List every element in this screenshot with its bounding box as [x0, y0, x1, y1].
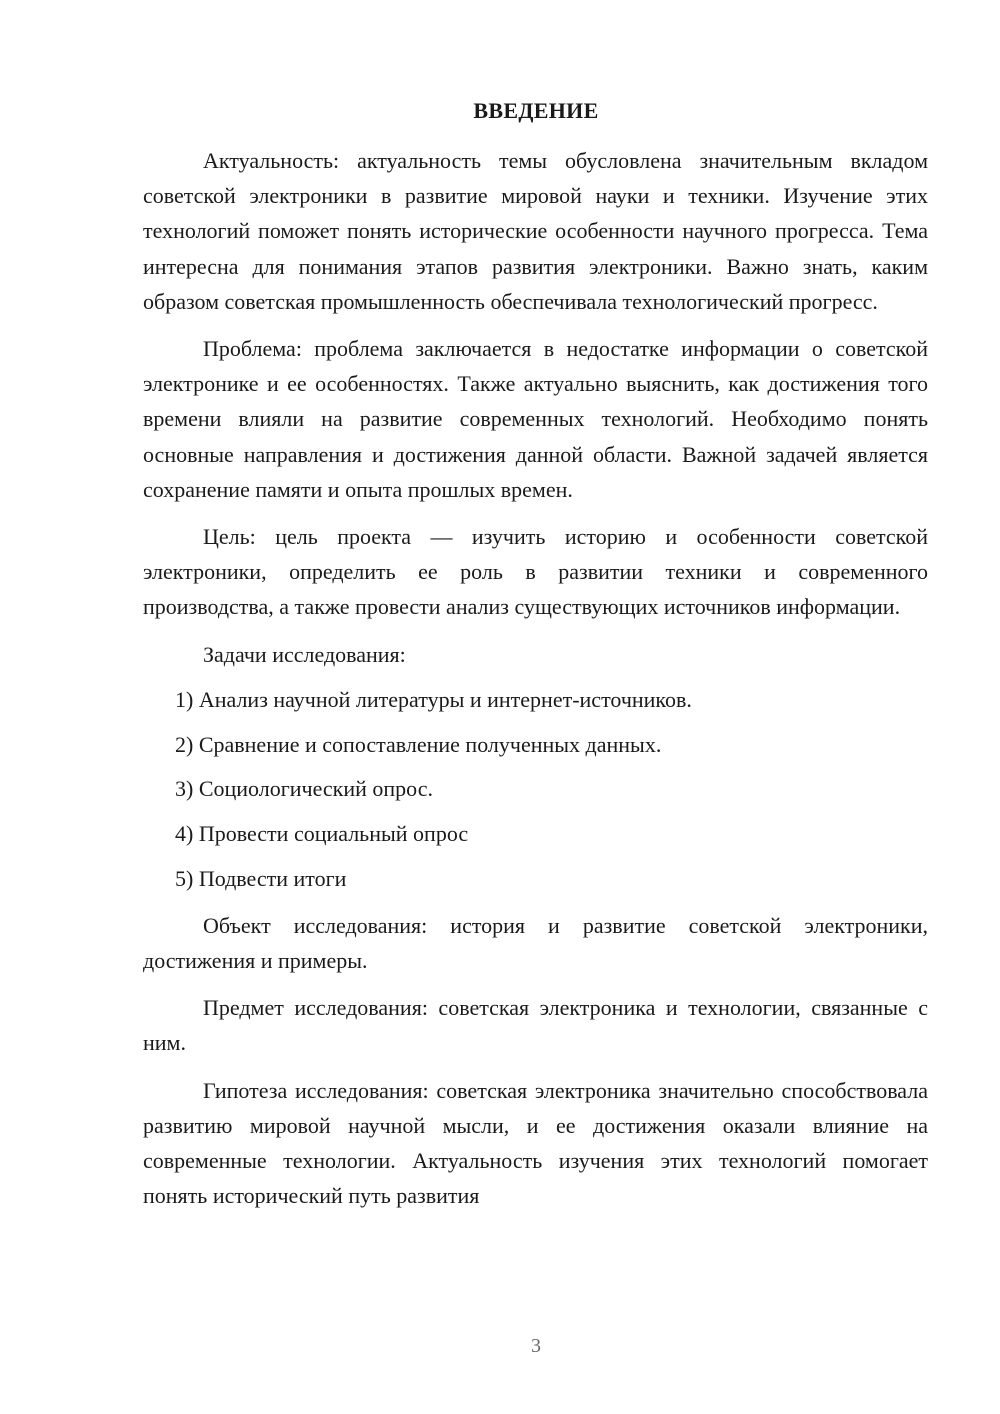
list-item: 4) Провести социальный опрос [175, 820, 469, 846]
document-body [143, 143, 928, 1225]
paragraph-problem: Проблема: проблема заключается в недостатке информации о советской электронике и ее особенностях. Также актуально выяснить, как достижения того времени влияли на развитие современных технологий. Необходимо понять основные направления и достижения данной области. Важной задачей является сохранение памяти и опыта прошлых времен. [143, 336, 928, 502]
page-title: ВВЕДЕНИЕ [473, 98, 599, 123]
paragraph-hypothesis: Гипотеза исследования: советская электроника значительно способствовала развитию мировой научной мысли, и ее достижения оказали влияние на современные технологии. Актуальность изучения этих технологий помогает понять исторический путь развития [143, 1077, 928, 1209]
list-item: 1) Анализ научной литературы и интернет-источников. [175, 686, 692, 712]
list-item: 3) Социологический опрос. [175, 776, 433, 802]
list-item: 5) Подвести итоги [175, 865, 347, 891]
tasks-heading: Задачи исследования: [203, 641, 406, 667]
paragraph-subject: Предмет исследования: советская электроника и технологии, связанные с ним. [143, 995, 928, 1056]
paragraph-goal: Цель: цель проекта — изучить историю и особенности советской электроники, определить ее роль в развитии техники и современного производства, а также провести анализ существующих источников информации. [143, 524, 928, 620]
tasks-list [143, 682, 928, 896]
list-item: 2) Сравнение и сопоставление полученных данных. [175, 731, 662, 757]
paragraph-relevance: Актуальность: актуальность темы обусловлена значительным вкладом советской электроники в развитие мировой науки и техники. Изучение этих технологий поможет понять исторические особенности научного прогресса. Тема интересна для понимания этапов развития электроники. Важно знать, каким образом советская промышленность обеспечивала технологический прогресс. [143, 148, 928, 314]
paragraph-object: Объект исследования: история и развитие советской электроники, достижения и примеры. [143, 912, 928, 974]
page-number: 3 [531, 1335, 541, 1357]
